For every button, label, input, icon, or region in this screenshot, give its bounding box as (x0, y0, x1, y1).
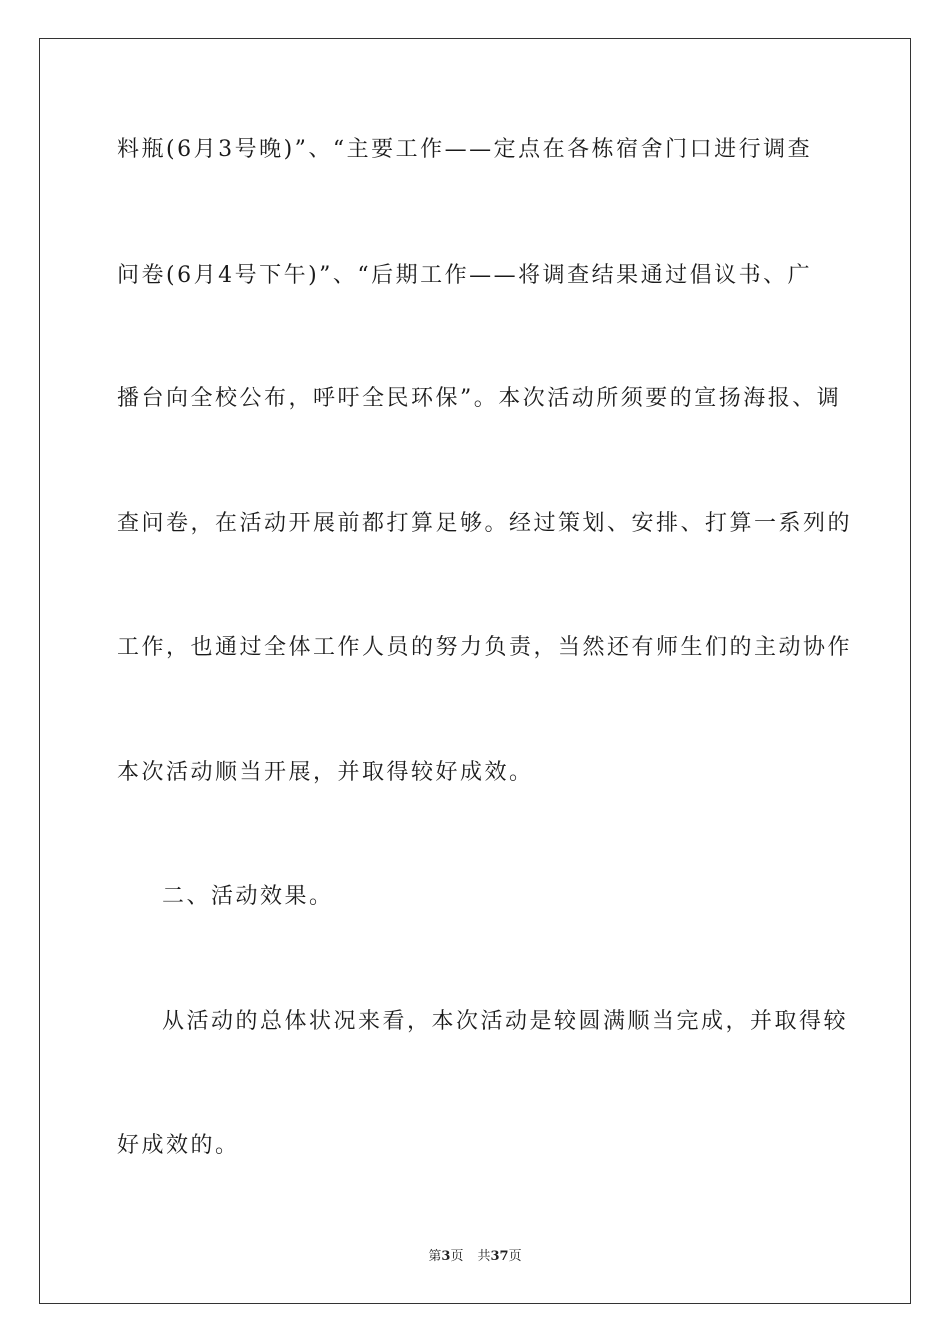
section-heading: 二、活动效果。 (162, 884, 334, 909)
footer-page-number: 3 (441, 1249, 451, 1264)
body-text-line-7: 从活动的总体状况来看，本次活动是较圆满顺当完成，并取得较 (162, 1009, 849, 1034)
footer-total-suffix: 页 (508, 1249, 522, 1264)
footer-page-suffix: 页 (450, 1249, 464, 1264)
footer-total-prefix: 共 (477, 1249, 491, 1264)
body-text-line-5: 工作，也通过全体工作人员的努力负责，当然还有师生们的主动协作 (117, 635, 853, 660)
footer-total-pages: 37 (490, 1249, 509, 1264)
footer-page-prefix: 第 (428, 1249, 442, 1264)
body-text-line-1: 料瓶(6月3号晚)”、“主要工作——定点在各栋宿舍门口进行调查 (117, 137, 813, 162)
body-text-line-6: 本次活动顺当开展，并取得较好成效。 (117, 760, 534, 785)
body-text-line-2: 问卷(6月4号下午)”、“后期工作——将调查结果通过倡议书、广 (117, 263, 813, 288)
body-text-line-8: 好成效的。 (117, 1133, 240, 1158)
body-text-line-4: 查问卷，在活动开展前都打算足够。经过策划、安排、打算一系列的 (117, 511, 853, 536)
page-footer (0, 1248, 950, 1266)
body-text-line-3: 播台向全校公布，呼吁全民环保”。本次活动所须要的宣扬海报、调 (117, 386, 842, 411)
page-border (39, 38, 911, 1304)
